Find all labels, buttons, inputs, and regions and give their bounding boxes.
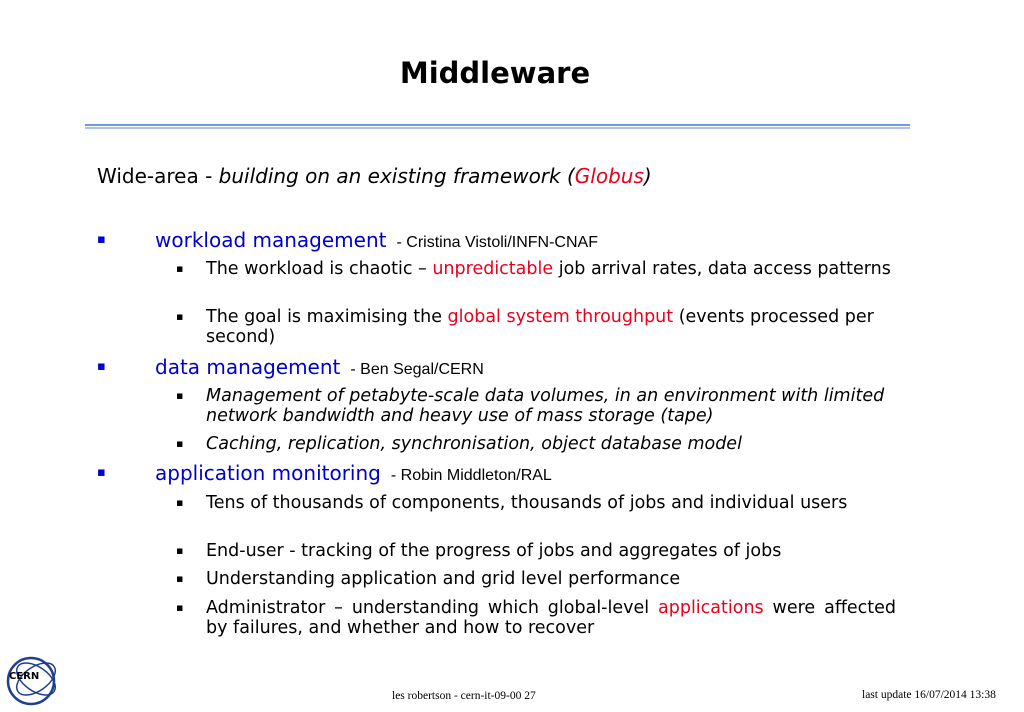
section-bullet: ▪ bbox=[97, 359, 106, 374]
list-item bbox=[176, 598, 896, 638]
list-item bbox=[176, 259, 896, 279]
item-text-before: The workload is chaotic – bbox=[206, 259, 433, 279]
subtitle-lead: Wide-area - bbox=[97, 164, 219, 188]
item-bullet: ▪ bbox=[176, 572, 184, 585]
section-bullet: ▪ bbox=[97, 465, 106, 480]
list-item bbox=[176, 541, 896, 561]
footer-reference: les robertson - cern-it-09-00 27 bbox=[392, 690, 536, 702]
item-bullet: ▪ bbox=[176, 389, 184, 402]
section-heading: workload management bbox=[155, 228, 387, 252]
item-text-before: Administrator – understanding which global-level bbox=[206, 598, 658, 618]
item-bullet: ▪ bbox=[176, 310, 184, 323]
section-attribution: - Ben Segal/CERN bbox=[350, 361, 484, 378]
item-text bbox=[206, 307, 896, 347]
item-text bbox=[206, 259, 896, 279]
item-text-after: (events processed per second) bbox=[206, 307, 874, 347]
item-highlight: applications bbox=[658, 598, 764, 618]
item-bullet: ▪ bbox=[176, 496, 184, 509]
section-heading: data management bbox=[155, 355, 341, 379]
item-text-after: job arrival rates, data access patterns bbox=[553, 259, 891, 279]
subtitle-italic: building on an existing framework ( bbox=[218, 164, 575, 188]
section-attribution: - Robin Middleton/RAL bbox=[390, 467, 552, 484]
item-text-after: were affected by failures, and whether and how to recover bbox=[206, 598, 896, 638]
item-bullet: ▪ bbox=[176, 437, 184, 450]
slide-subtitle bbox=[97, 164, 652, 188]
item-text bbox=[206, 598, 896, 638]
cern-logo-text: CERN bbox=[9, 671, 40, 682]
section-application-monitoring bbox=[97, 461, 552, 485]
item-text: Management of petabyte-scale data volumes, in an environment with limited network bandwidth and heavy use of mass storage (tape) bbox=[206, 386, 885, 426]
item-bullet: ▪ bbox=[176, 262, 184, 275]
item-bullet: ▪ bbox=[176, 544, 184, 557]
item-text-before: The goal is maximising the bbox=[206, 307, 448, 327]
cern-logo bbox=[4, 652, 62, 708]
list-item bbox=[176, 386, 896, 426]
item-text: Caching, replication, synchronisation, object database model bbox=[206, 434, 742, 454]
subtitle-highlight: Globus bbox=[574, 164, 644, 188]
cern-logo-icon bbox=[4, 652, 62, 708]
item-text: Understanding application and grid level performance bbox=[206, 569, 681, 589]
section-heading: application monitoring bbox=[155, 461, 381, 485]
item-highlight: unpredictable bbox=[432, 259, 554, 279]
subtitle-close: ) bbox=[643, 164, 652, 188]
slide-title: Middleware bbox=[399, 56, 591, 90]
item-text: End-user - tracking of the progress of jobs and aggregates of jobs bbox=[206, 541, 782, 561]
list-item bbox=[176, 434, 896, 454]
section-data-management bbox=[97, 355, 484, 379]
item-bullet: ▪ bbox=[176, 601, 184, 614]
section-bullet: ▪ bbox=[97, 232, 106, 247]
footer-last-update: last update 16/07/2014 13:38 bbox=[862, 689, 996, 701]
item-highlight: global system throughput bbox=[447, 307, 674, 327]
list-item bbox=[176, 307, 896, 347]
list-item bbox=[176, 569, 896, 589]
section-workload-management bbox=[97, 228, 598, 252]
section-attribution: - Cristina Vistoli/INFN-CNAF bbox=[396, 234, 598, 251]
list-item bbox=[176, 493, 896, 513]
title-divider bbox=[85, 124, 910, 129]
item-text: Tens of thousands of components, thousands of jobs and individual users bbox=[206, 493, 848, 513]
